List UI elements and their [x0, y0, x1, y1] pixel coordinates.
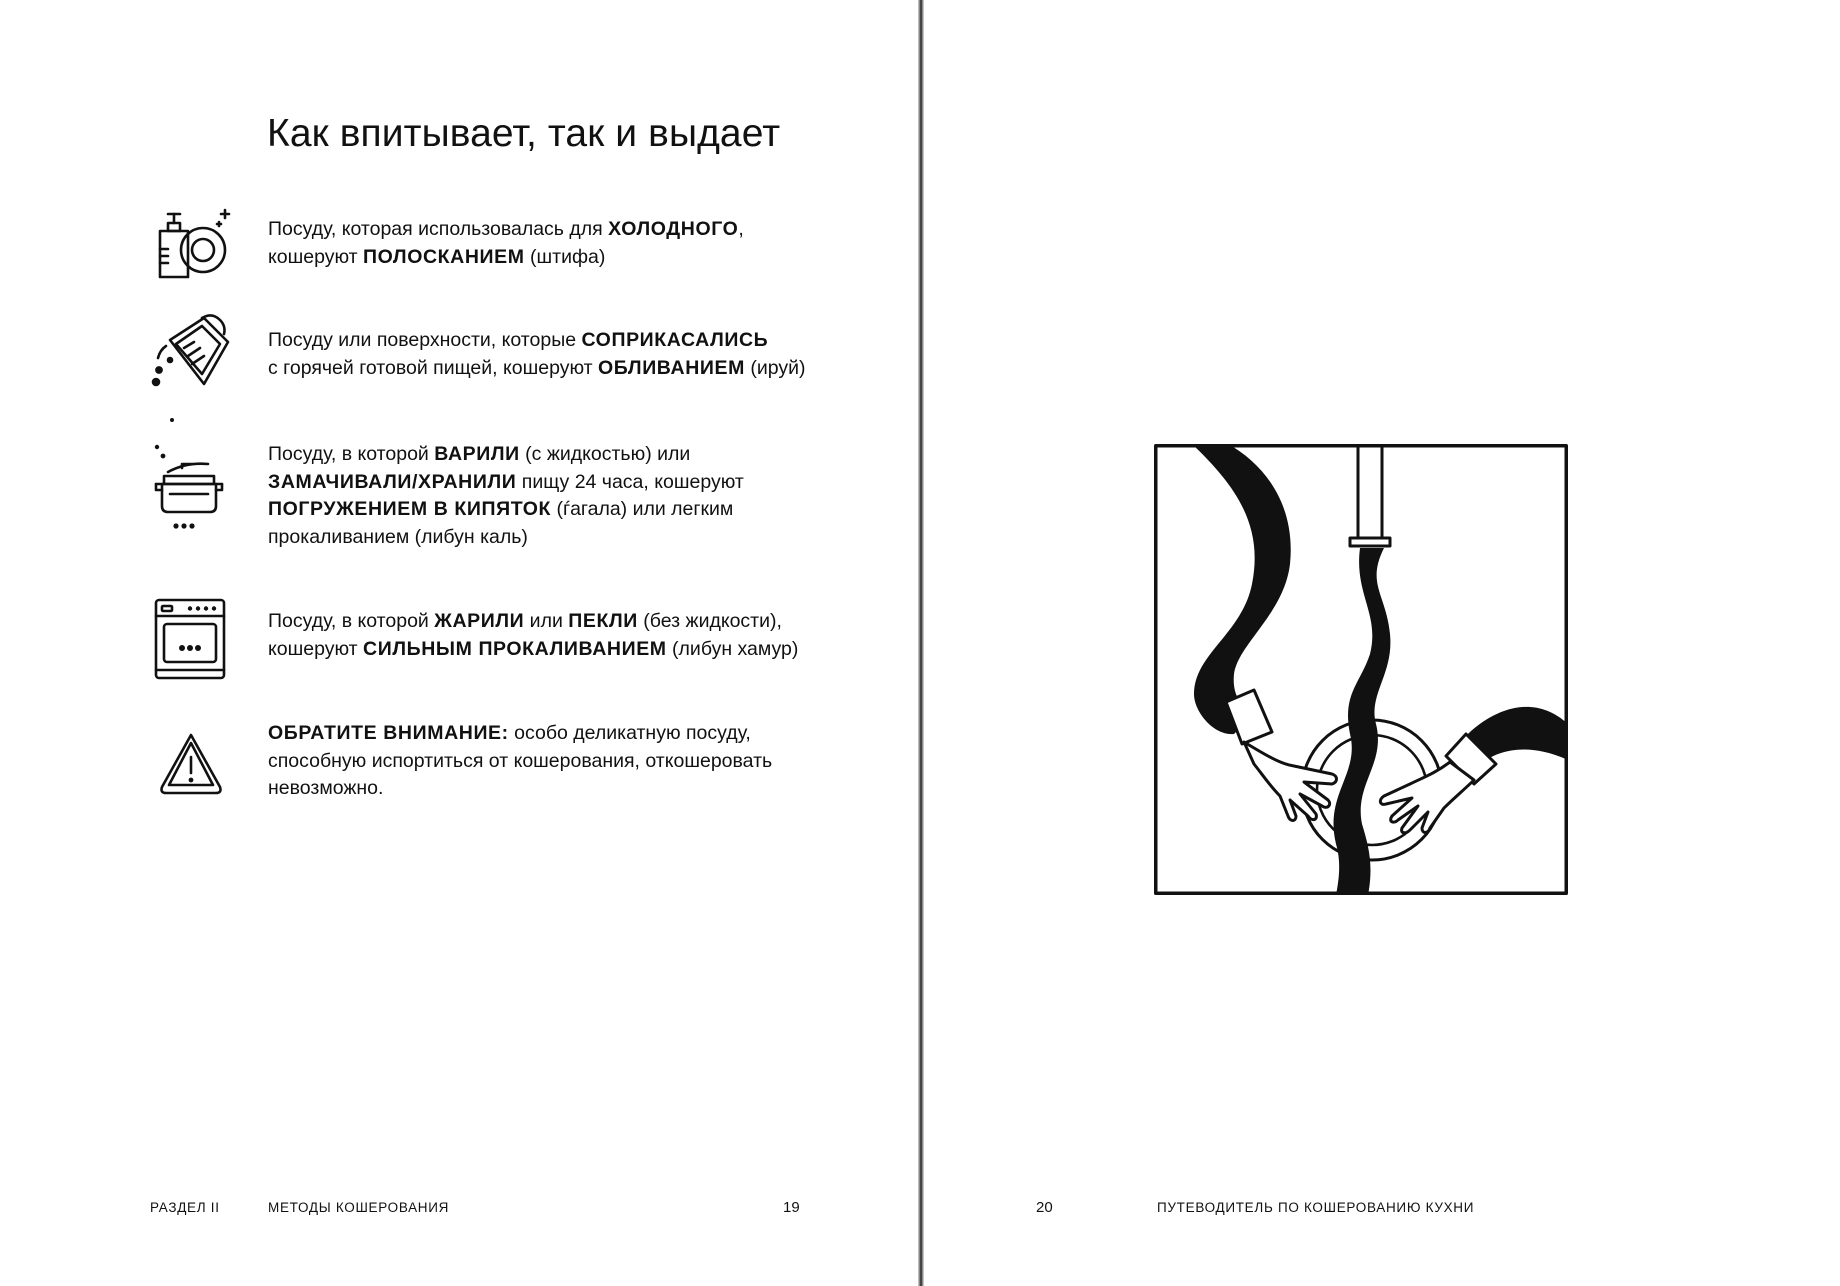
segment: Посуду, в которой: [268, 610, 435, 632]
segment: невозможно.: [268, 777, 384, 799]
segment: (без жидкости),: [637, 610, 782, 632]
segment: ОБЛИВАНИЕМ: [598, 356, 745, 379]
segment: пищу 24 часа, кошеруют: [516, 470, 744, 493]
segment: ,: [738, 218, 744, 240]
segment: ОБРАТИТЕ ВНИМАНИЕ:: [268, 722, 509, 744]
segment: (ируй): [744, 356, 806, 379]
segment: способную испортиться от кошерования, откошеровать: [268, 749, 773, 772]
notice-text: [268, 720, 772, 803]
segment: с горячей готовой пищей, кошеруют: [268, 356, 599, 379]
left-page: [0, 0, 918, 1286]
footer-section: РАЗДЕЛ II: [150, 1200, 220, 1215]
segment: ПОЛОСКАНИЕМ: [363, 245, 525, 268]
page-number-left: 19: [783, 1199, 800, 1216]
segment: ВАРИЛИ: [434, 443, 520, 465]
segment: (ѓагала) или легким: [551, 498, 734, 520]
footer-chapter: МЕТОДЫ КОШЕРОВАНИЯ: [268, 1200, 450, 1215]
roasting-text: [268, 608, 798, 663]
segment: (штифа): [524, 245, 606, 268]
segment: (либун хамур): [666, 637, 799, 660]
hands-washing-plate-illustration: [1154, 444, 1568, 895]
segment: ЗАМАЧИВАЛИ/ХРАНИЛИ: [268, 470, 517, 493]
segment: Посуду, которая использовалась для: [268, 218, 609, 240]
segment: СИЛЬНЫМ ПРОКАЛИВАНИЕМ: [363, 637, 667, 660]
pouring-text: [268, 327, 806, 382]
oven-icon: [148, 596, 234, 682]
boiling-text: [268, 441, 744, 551]
dish-soap-icon: [148, 200, 234, 286]
page-title: Как впитывает, так и выдает: [267, 112, 781, 155]
segment: кошеруют: [268, 245, 364, 268]
segment: или: [524, 610, 569, 632]
segment: ЖАРИЛИ: [434, 610, 525, 632]
footer-book-title: ПУТЕВОДИТЕЛЬ ПО КОШЕРОВАНИЮ КУХНИ: [1157, 1200, 1475, 1215]
segment: СОПРИКАСАЛИСЬ: [581, 329, 769, 351]
segment: Посуду, в которой: [268, 443, 435, 465]
page-number-right: 20: [1036, 1199, 1053, 1216]
segment: прокаливанием (либун каль): [268, 525, 528, 548]
segment: Посуду или поверхности, которые: [268, 329, 582, 351]
segment: (с жидкостью) или: [519, 443, 691, 465]
warning-icon: [148, 721, 234, 807]
segment: ПЕКЛИ: [568, 610, 638, 632]
segment: кошеруют: [268, 637, 364, 660]
segment: ПОГРУЖЕНИЕМ В КИПЯТОК: [268, 498, 552, 520]
pouring-pan-icon: [148, 308, 234, 394]
segment: особо деликатную посуду,: [508, 722, 751, 744]
boiling-pot-icon: [148, 414, 234, 544]
cold-rinse-text: [268, 216, 744, 271]
segment: ХОЛОДНОГО: [608, 218, 739, 240]
